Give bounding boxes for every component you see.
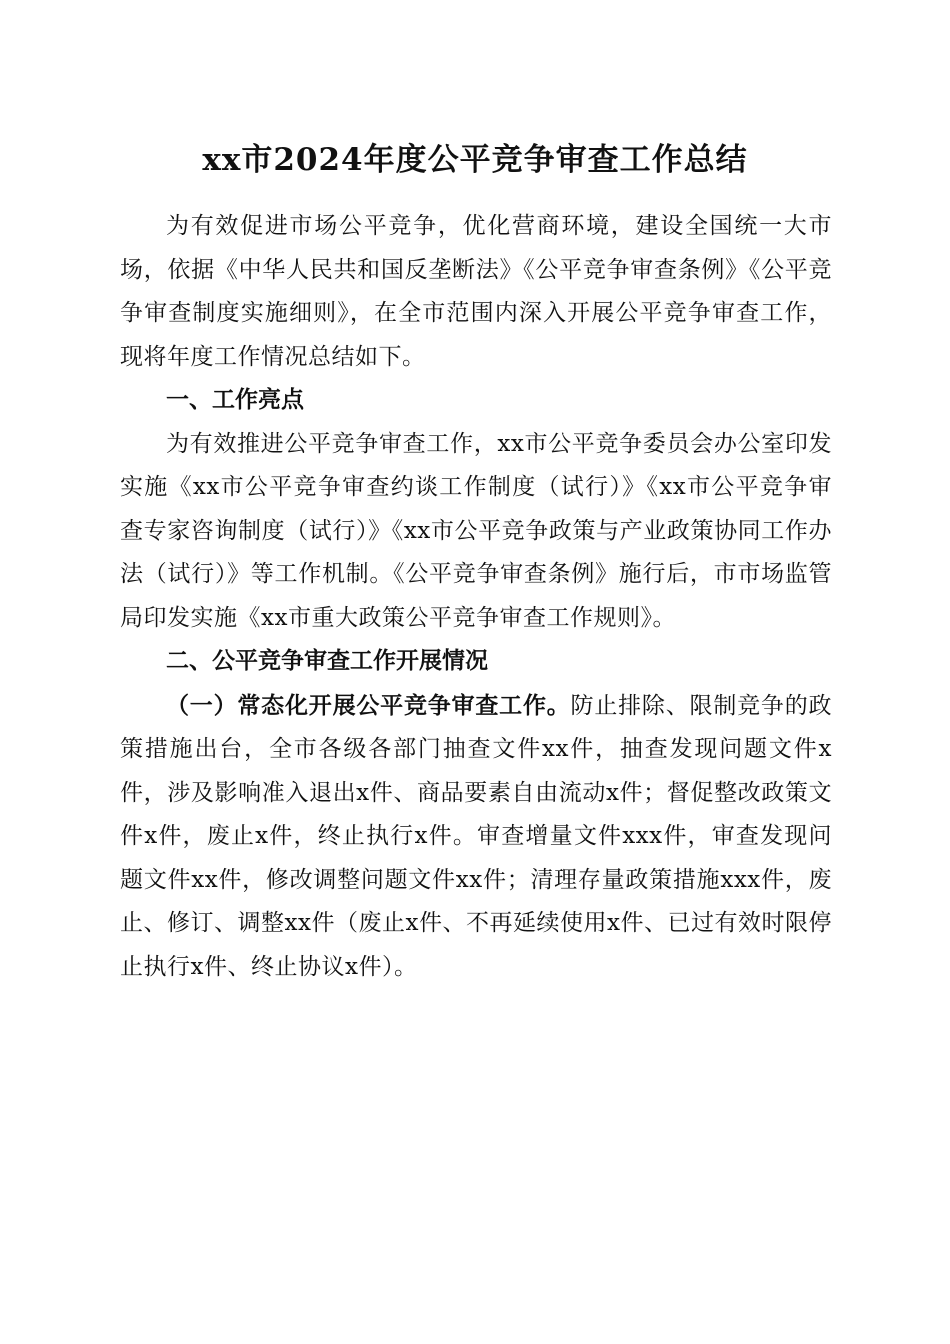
section-heading-review-status: 二、公平竞争审查工作开展情况	[166, 648, 488, 674]
highlights-paragraph: 为有效推进公平竞争审查工作，xx市公平竞争委员会办公室印发实施《xx市公平竞争审查约谈工作制度（试行）》《xx市公平竞争审查专家咨询制度（试行）》《xx市公平竞争政策与产业政策协同工作办法（试行）》等工作机制。《公平竞争审查条例》施行后，市市场监管局印发实施《xx市重大政策公平竞争审查工作规则》。	[120, 430, 832, 631]
subsection-text: 防止排除、限制竞争的政策措施出台，全市各级各部门抽查文件xx件，抽查发现问题文件x件，涉及影响准入退出x件、商品要素自由流动x件；督促整改政策文件x件，废止x件，终止执行x件。审查增量文件xxx件，审查发现问题文件xx件，修改调整问题文件xx件；清理存量政策措施xxx件，废止、修订、调整xx件（废止x件、不再延续使用x件、已过有效时限停止执行x件、终止协议x件）。	[120, 692, 833, 980]
intro-paragraph: 为有效促进市场公平竞争，优化营商环境，建设全国统一大市场，依据《中华人民共和国反垄断法》《公平竞争审查条例》《公平竞争审查制度实施细则》，在全市范围内深入开展公平竞争审查工作，现将年度工作情况总结如下。	[120, 213, 832, 370]
section-heading-highlights: 一、工作亮点	[166, 387, 304, 413]
subsection-lead: （一）常态化开展公平竞争审查工作。	[166, 691, 571, 719]
review-status-paragraph	[120, 684, 832, 990]
document-title: xx市2024年度公平竞争审查工作总结	[202, 142, 748, 178]
document-body	[120, 205, 832, 989]
